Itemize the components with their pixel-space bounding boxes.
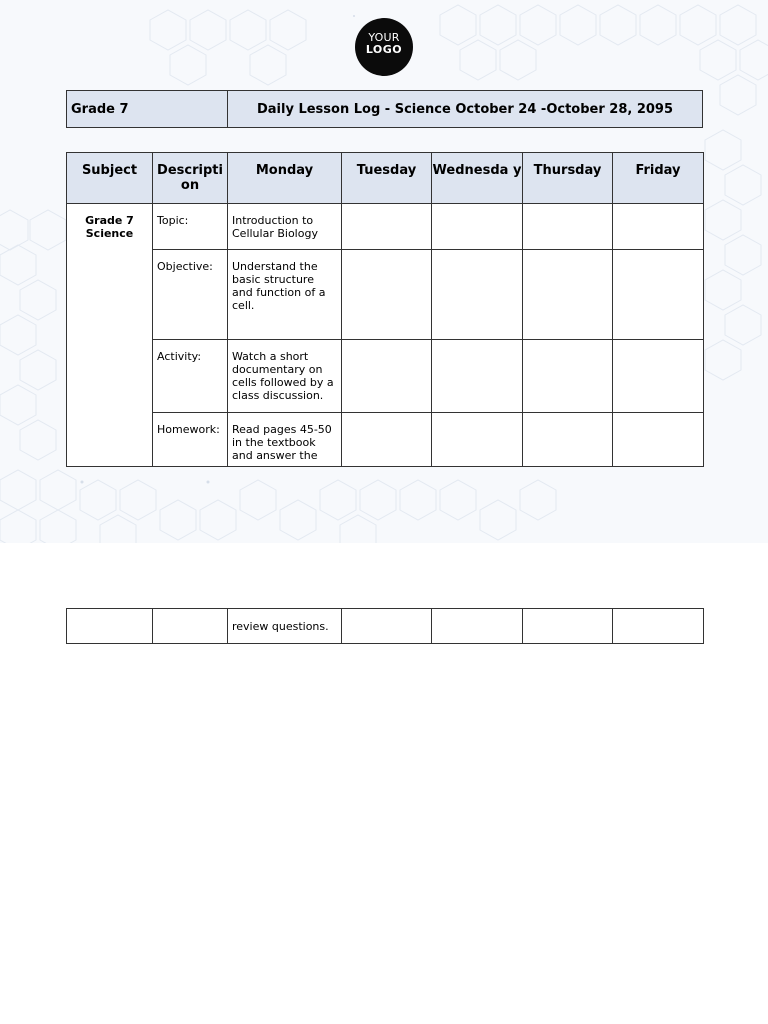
- subject-cell: Grade 7 Science: [67, 204, 153, 467]
- logo-line-your: YOUR: [368, 31, 400, 44]
- monday-cell-continued: review questions.: [228, 609, 342, 644]
- table-row: [67, 413, 704, 467]
- description-cell-activity: Activity:: [153, 340, 228, 413]
- friday-cell: [613, 204, 704, 250]
- tuesday-cell: [342, 413, 432, 467]
- table-row: [67, 250, 704, 340]
- thursday-cell: [523, 413, 613, 467]
- wednesday-cell: [432, 204, 523, 250]
- wednesday-cell: [432, 250, 523, 340]
- tuesday-cell: [342, 250, 432, 340]
- table-row: [67, 340, 704, 413]
- column-header-wednesday: Wednesda y: [432, 153, 523, 204]
- thursday-cell: [523, 609, 613, 644]
- friday-cell: [613, 609, 704, 644]
- table-row: [67, 609, 704, 644]
- wednesday-cell: [432, 413, 523, 467]
- wednesday-cell: [432, 609, 523, 644]
- header-table: [66, 90, 703, 128]
- table-row: [67, 204, 704, 250]
- tuesday-cell: [342, 340, 432, 413]
- subject-cell-continued: [67, 609, 153, 644]
- column-header-thursday: Thursday: [523, 153, 613, 204]
- friday-cell: [613, 340, 704, 413]
- monday-cell-homework: Read pages 45-50 in the textbook and answer the: [228, 413, 342, 467]
- wednesday-cell: [432, 340, 523, 413]
- grade-label: Grade 7: [67, 91, 228, 128]
- column-header-friday: Friday: [613, 153, 704, 204]
- description-cell-objective: Objective:: [153, 250, 228, 340]
- continuation-table: [66, 608, 704, 644]
- thursday-cell: [523, 340, 613, 413]
- lesson-log-table: [66, 152, 704, 467]
- description-cell-homework: Homework:: [153, 413, 228, 467]
- document-title: Daily Lesson Log - Science October 24 -October 28, 2095: [228, 91, 703, 128]
- column-header-subject: Subject: [67, 153, 153, 204]
- table-header-row: [67, 153, 704, 204]
- description-cell-continued: [153, 609, 228, 644]
- thursday-cell: [523, 204, 613, 250]
- monday-cell-topic: Introduction to Cellular Biology: [228, 204, 342, 250]
- column-header-monday: Monday: [228, 153, 342, 204]
- monday-cell-objective: Understand the basic structure and function of a cell.: [228, 250, 342, 340]
- thursday-cell: [523, 250, 613, 340]
- tuesday-cell: [342, 609, 432, 644]
- logo: [355, 18, 413, 76]
- friday-cell: [613, 250, 704, 340]
- friday-cell: [613, 413, 704, 467]
- monday-cell-activity: Watch a short documentary on cells followed by a class discussion.: [228, 340, 342, 413]
- description-cell-topic: Topic:: [153, 204, 228, 250]
- logo-line-logo: LOGO: [365, 43, 403, 56]
- column-header-tuesday: Tuesday: [342, 153, 432, 204]
- tuesday-cell: [342, 204, 432, 250]
- column-header-description: Descripti on: [153, 153, 228, 204]
